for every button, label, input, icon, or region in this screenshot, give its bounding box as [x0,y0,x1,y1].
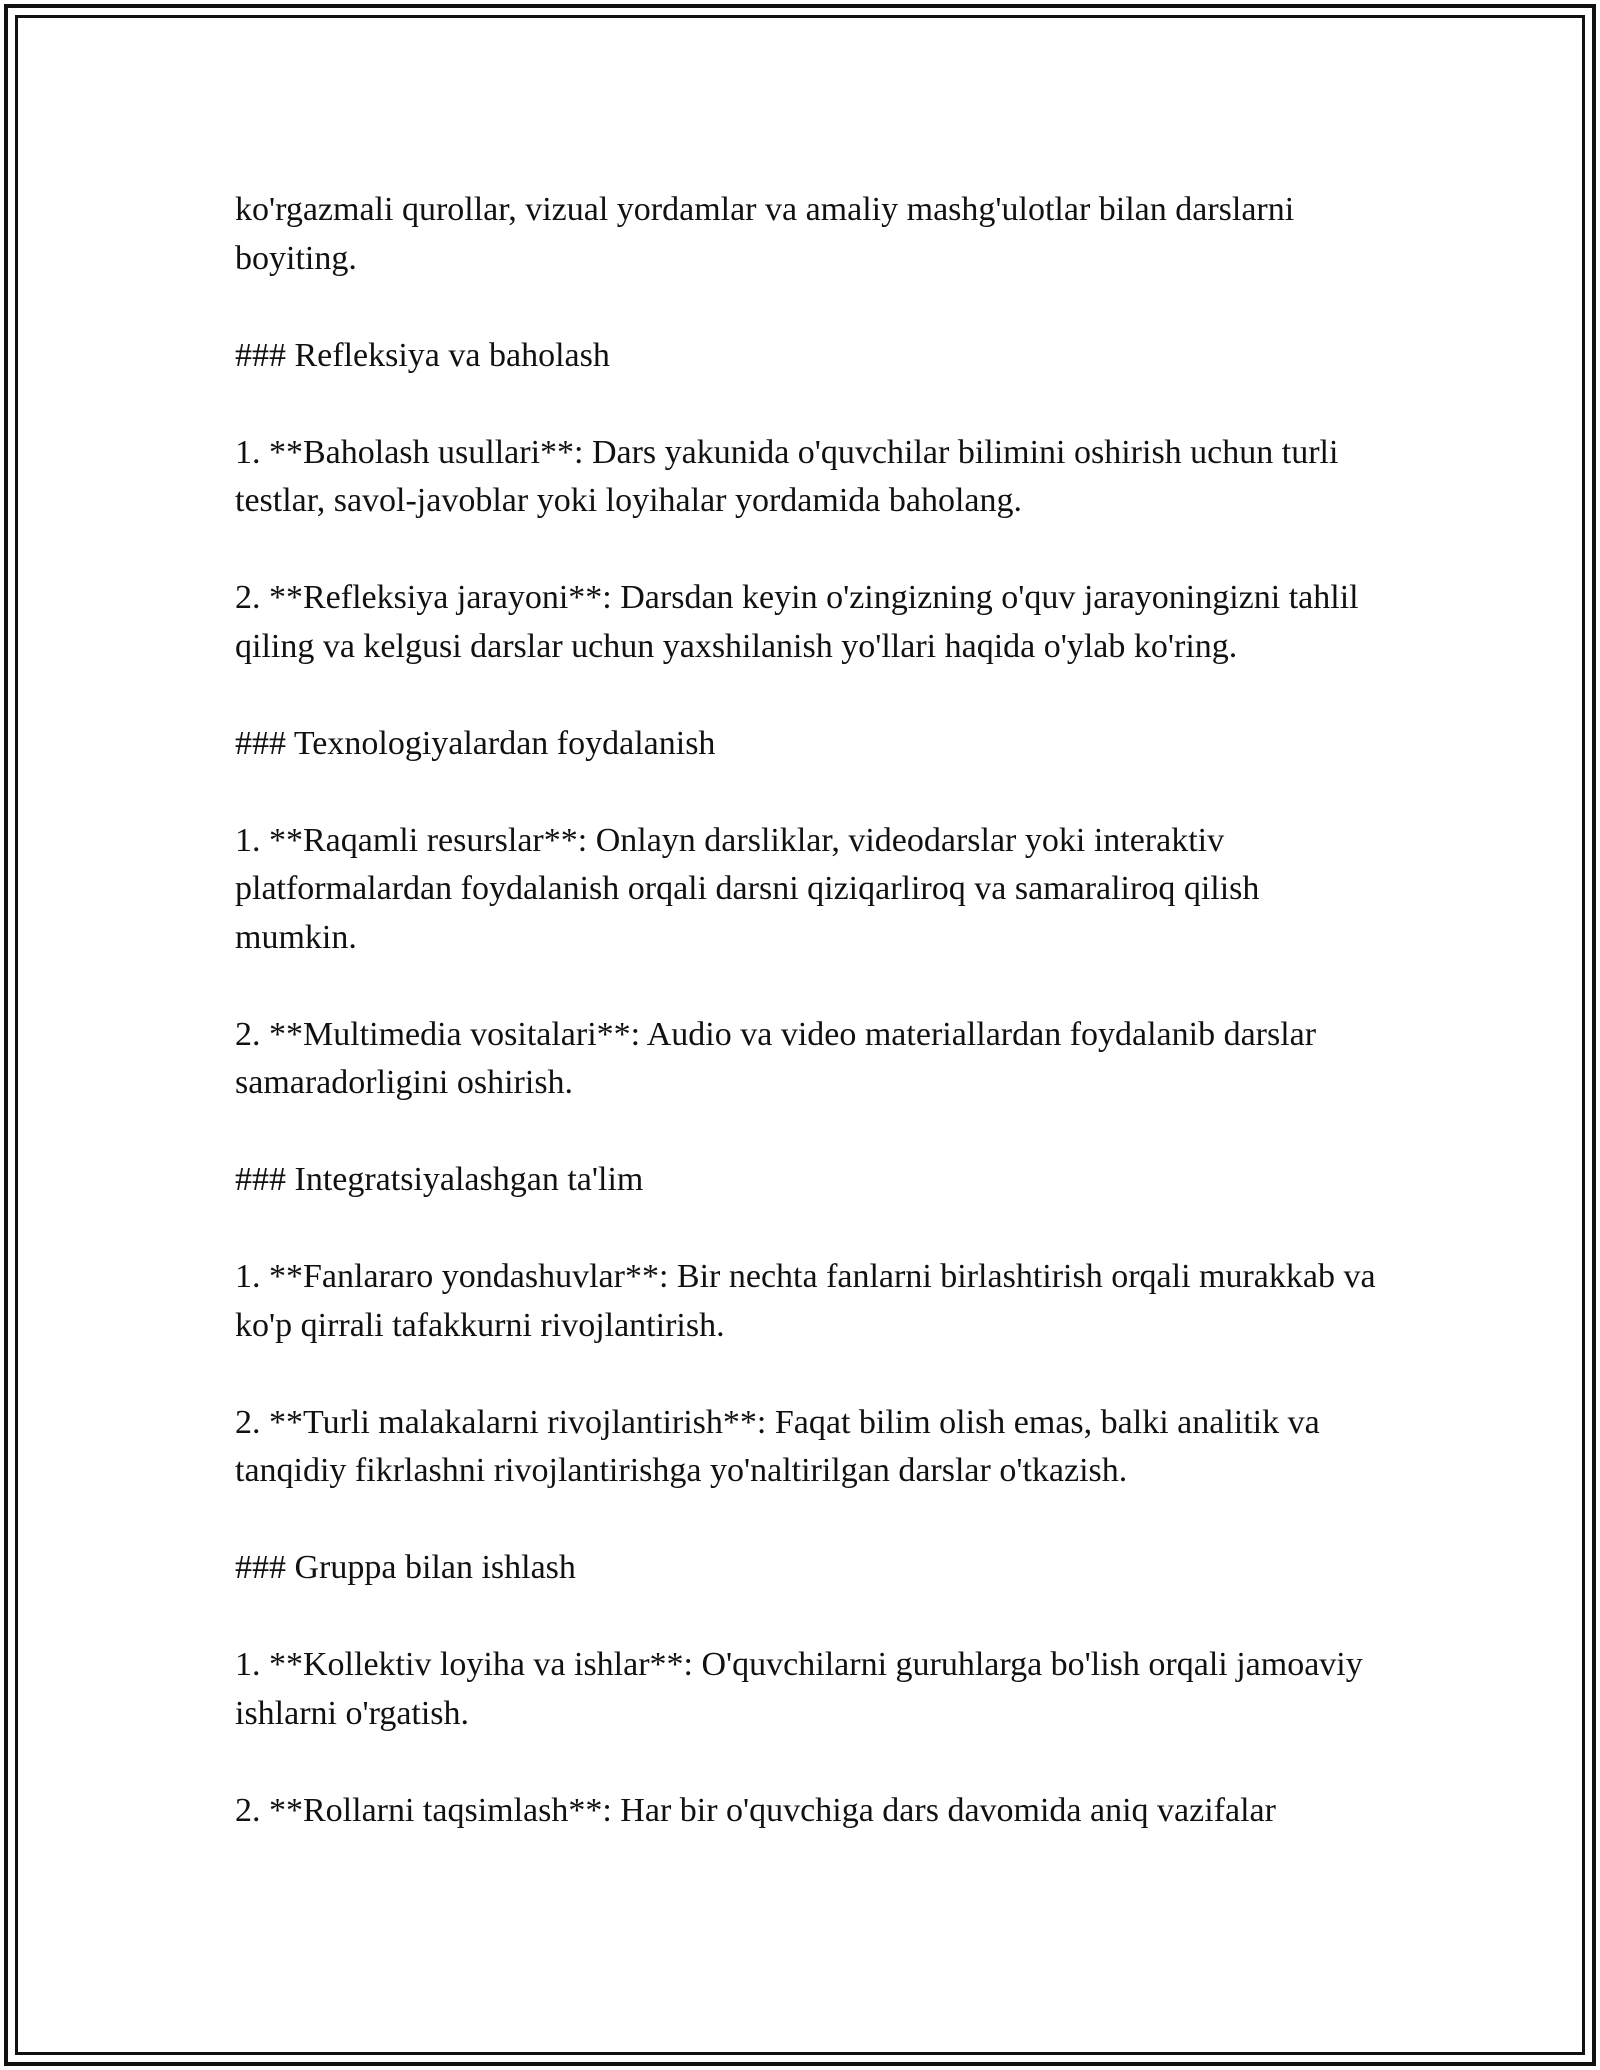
section-heading-texnologiyalar: ### Texnologiyalardan foydalanish [235,724,716,762]
list-item-fanlararo: 1. **Fanlararo yondashuvlar**: Bir nechta fanlarni birlashtirish orqali murakkab va ko'p qirrali tafakkurni rivojlantirish. [235,1258,1376,1344]
continued-paragraph: ko'rgazmali qurollar, vizual yordamlar va amaliy mashg'ulotlar bilan darslarni boyiting. [235,191,1295,277]
document-body [235,186,1385,1835]
list-item-refleksiya-jarayoni: 2. **Refleksiya jarayoni**: Darsdan keyin o'zingizning o'quv jarayoningizni tahlil qiling va kelgusi darslar uchun yaxshilanish yo'llari haqida o'ylab ko'ring. [235,579,1359,665]
list-item-turli-malakalar: 2. **Turli malakalarni rivojlantirish**: Faqat bilim olish emas, balki analitik va tanqidiy fikrlashni rivojlantirishga yo'naltirilgan darslar o'tkazish. [235,1403,1320,1489]
section-heading-gruppa: ### Gruppa bilan ishlash [235,1549,576,1586]
list-item-rollarni-taqsimlash: 2. **Rollarni taqsimlash**: Har bir o'quvchiga dars davomida aniq vazifalar [235,1791,1276,1829]
list-item-raqamli-resurslar: 1. **Raqamli resurslar**: Onlayn darsliklar, videodarslar yoki interaktiv platformalardan foydalanish orqali darsni qiziqarliroq va samaraliroq qilish mumkin. [235,821,1260,956]
section-heading-refleksiya: ### Refleksiya va baholash [235,336,610,374]
list-item-kollektiv-loyiha: 1. **Kollektiv loyiha va ishlar**: O'quvchilarni guruhlarga bo'lish orqali jamoaviy ishlarni o'rgatish. [235,1646,1363,1732]
list-item-baholash-usullari: 1. **Baholash usullari**: Dars yakunida o'quvchilar bilimini oshirish uchun turli testlar, savol-javoblar yoki loyihalar yordamida baholang. [235,433,1339,519]
list-item-multimedia-vositalari: 2. **Multimedia vositalari**: Audio va video materiallardan foydalanib darslar samaradorligini oshirish. [235,1015,1317,1101]
section-heading-integratsiya: ### Integratsiyalashgan ta'lim [235,1161,644,1198]
